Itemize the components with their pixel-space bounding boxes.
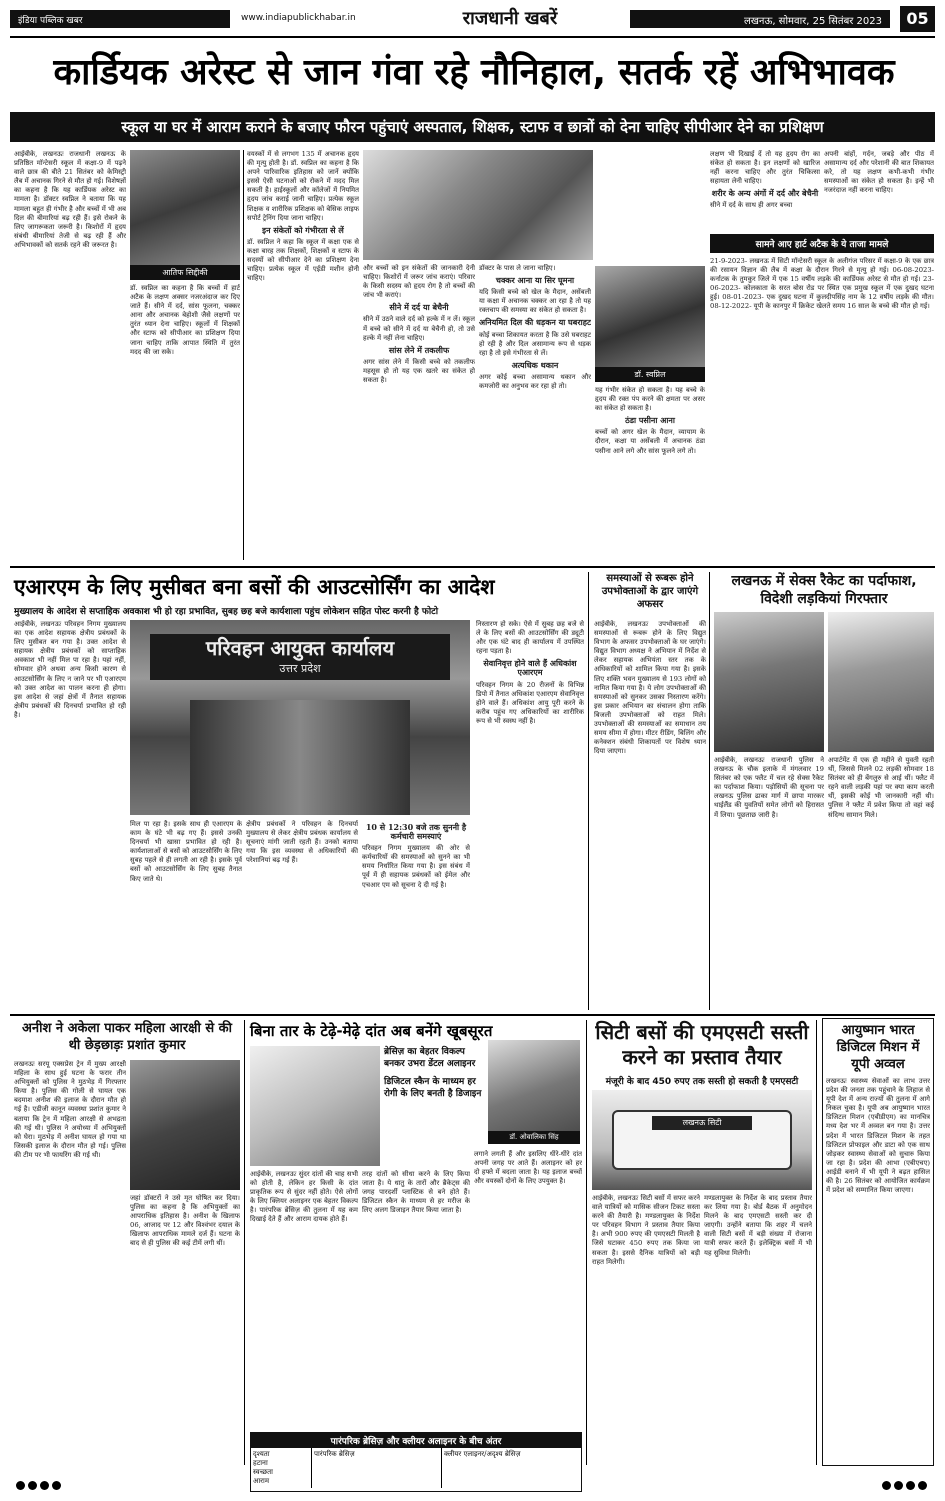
- col4b-text: सीने में उठने वाले दर्द को हल्के में न लें। स्कूल में बच्चे को सीने में दर्द या बेचैनी हो, तो उसे हल्के में नहीं लेना चाहिए।: [363, 315, 475, 342]
- publication-name: इंडिया पब्लिक खबर: [10, 10, 230, 28]
- story2-col1: आईबीके, लखनऊः परिवहन निगम मुख्यालय का एक आदेश सहायक क्षेत्रीय प्रबंधकों के लिए मुसीबत बन गया है। उक्त आदेश से सहायक क्षेत्रीय प्रबंधकों को साप्ताहिक अवकाश भी नहीं मिल पा रहा है। यहां नहीं, सोमवार होने अथवा अन्य किसी कारण से आउटसोर्सिंग के लिए न जाने पर भी एआरएम को उक्त आदेश का पालन करना ही होगा। इस आदेश से जहां क्षेत्रों में तैनात सहायक क्षेत्रीय प्रबंधकों की दिनचर्या प्रभावित हो रही है।: [14, 620, 126, 719]
- story1-col5: [479, 264, 591, 560]
- story2-deck: मुख्यालय के आदेश से सप्ताहिक अवकाश भी हो रहा प्रभावित, सुबह छह बजे कार्यशाला पहुंच लोकेशन सहित पोस्ट करनी है फोटो: [14, 607, 439, 617]
- story4-photo-police: [714, 612, 824, 752]
- table-head: पारंपरिक ब्रेसिज़: [311, 1448, 441, 1488]
- office-sign-sub: उत्तर प्रदेश: [279, 662, 321, 675]
- story6-headline[interactable]: बिना तार के टेढ़े-मेढ़े दांत अब बनेंगे खूबसूरत: [250, 1022, 493, 1040]
- col3b-text: डॉ. स्वप्निल ने कहा कि स्कूल में कक्षा एक से कक्षा बारह तक शिक्षकों, शिक्षकों व स्टाफ के सदस्यों को सीपीआर देने का प्रशिक्षण देना चाहिए। प्रत्येक स्कूल में एईडी मशीन होनी चाहिए।: [247, 237, 359, 283]
- subhead: इन संकेतों को गंभीरता से लें: [262, 224, 344, 235]
- subhead: 10 से 12:30 बजे तक सुननी है कर्मचारी समस्याएं: [365, 822, 467, 842]
- story5-col1: लखनऊः सरयू एक्सप्रेस ट्रेन में मुख्य आरक्षी महिला के साथ हुई घटना के फरार तीन अभियुक्तों को पुलिस ने मुठभेड़ में गिरफ्तार किया है। पुलिस की गोली से घायल एक बदमाश अनीश की इलाज के दौरान मौत हो गई है। एडीजी कानून व्यवस्था प्रशांत कुमार ने बताया कि ट्रेन में महिला आरक्षी से अभद्रता की गई थी। पुलिस ने अयोध्या में अभियुक्तों को घेरा। मुठभेड़ में अनीश घायल हो गया था जिसकी इलाज के दौरान मौत हो गई। पुलिस की टीम पर भी फायरिंग की गई थी।: [14, 1060, 126, 1159]
- story4-photo-women: [828, 612, 934, 752]
- story7-col2: मण्डलायुक्त के निर्देश के बाद प्रस्ताव तैयार कर लिया गया है। बोर्ड बैठक में अनुमोदन मिलने के बाद एमएसटी सस्ती कर दी जाएगी। उन्होंने बताया कि शहर में चलने वाली सिटी बसों में बड़ी संख्या में रोजाना यात्री सफर करते हैं। इलेक्ट्रिक बसों में भी यह सुविधा मिलेगी।: [704, 1194, 812, 1257]
- story2-photo-office: [130, 620, 470, 815]
- story2-headline[interactable]: एआरएम के लिए मुसीबत बना बसों की आउटसोर्सिंग का आदेश: [14, 575, 495, 599]
- story6-photo-aligner: [250, 1046, 380, 1166]
- story4-col1: आईबीके, लखनऊः राजधानी पुलिस ने लखनऊ के चौक इलाके में मंगलवार 19 सितंबर को एक फ्लैट में चल रहे सेक्स रैकेट का पर्दाफाश किया। पड़ोसियों की सूचना पर लखनऊ पुलिस ढाका मार्ग में छापा मारकर थाईलैंड की युवतियों समेत लोगों को हिरासत में लिया। पूछताछ जारी है।: [714, 756, 824, 819]
- story8-body: लखनऊः स्वास्थ्य सेवाओं का लाभ उत्तर प्रदेश की जनता तक पहुंचाने के लिहाज से यूपी देश में अन्य राज्यों की तुलना में आगे निकल चुका है। यूपी अब आयुष्मान भारत डिजिटल मिशन (एबीडीएम) का मानचित्र मध्य देश भर में अव्वल बन गया है। उत्तर प्रदेश में भारत डिजिटल मिशन के तहत डिजिटल प्रोफाइल और डाटा को एक साथ जोड़कर स्वास्थ्य सेवाओं को सुचारु किया जा रहा है। प्रदेश की आभा (एबीएचए) आईडी बनाने में भी यूपी ने बढ़त हासिल की है। 26 सितंबर को आयोजित कार्यक्रम में प्रदेश को सम्मानित किया जाएगा।: [826, 1077, 930, 1195]
- col6-text: यह गंभीर संकेत हो सकता है। यह बच्चे के हृदय की रक्त पंप करने की क्षमता पर असर का संकेत हो सकता है।: [595, 386, 705, 413]
- story1-headline[interactable]: कार्डियक अरेस्ट से जान गंवा रहे नौनिहाल, सतर्क रहें अभिभावक: [53, 52, 895, 93]
- website-url[interactable]: www.indiapublickhabar.in: [241, 13, 356, 23]
- photo-caption: आतिफ सिद्दीकी: [130, 265, 240, 280]
- story5-col2: जहां डॉक्टरों ने उसे मृत घोषित कर दिया। पुलिस का कहना है कि अभियुक्तों का आपराधिक इतिहास है। अनीश के खिलाफ 06, आजाद पर 12 और विश्वंभर दयाल के खिलाफ आपराधिक मामले दर्ज हैं। घटना के बाद से ही पुलिस की कई टीमें लगी थीं।: [130, 1194, 240, 1248]
- story1-col6: [595, 386, 705, 560]
- story1-photo-atif: [130, 150, 240, 280]
- recent-cases-box: [710, 234, 934, 560]
- table-cell: हटाना: [253, 1459, 268, 1467]
- recent-cases-text: 21-9-2023- लखनऊ में सिटी मॉन्टेसरी स्कूल के अलीगंज परिसर में कक्षा-9 के एक छात्र की रसायन विज्ञान की लैब में कक्षा के दौरान गिरने से मृत्यु हो गई। 06-08-2023- कर्नाटक के तुमकुर जिले में एक 15 वर्षीय लड़के की कार्डियक अरेस्ट से मौत हो गई। 23-06-2023- कोलकाता के सरत बोस रोड पर स्थित एक प्रमुख स्कूल में एक दुखद घटना हुई। 08-01-2023- एक दुखद घटना में कुलदीपसिंह नाम के 12 वर्षीय लड़के की मौत। 08-12-2022- यूपी के कानपुर में क्रिकेट खेलते समय 16 साल के बच्चे की मौत हो गई।: [710, 257, 934, 311]
- table-head: क्लीयर एलाइनर/अदृश्य ब्रेसिज़: [441, 1448, 581, 1488]
- col6b-text: बच्चों को अगर खेल के मैदान, व्यायाम के दौरान, कक्षा या असेंबली में अचानक ठंडा पसीना आने लगे और सांस फूलने लगे तो।: [595, 428, 705, 455]
- col4c-text: अगर सांस लेने में किसी बच्चे को तकलीफ महसूस हो तो यह एक खतरे का संकेत हो सकता है।: [363, 357, 475, 385]
- subhead: अनियमित दिल की धड़कन या घबराहट: [479, 317, 591, 328]
- story1-cpr-photo: [363, 150, 593, 260]
- col5-text: यदि किसी बच्चे को खेल के मैदान, असेंबली या कक्षा में अचानक चक्कर आ रहा है तो यह रक्तचाप की समस्या का संकेत हो सकता है।: [479, 288, 591, 315]
- story1-col1: आईबीके, लखनऊः राजधानी लखनऊ के प्रतिष्ठित मॉन्टेसरी स्कूल में कक्षा-9 में पढ़ने वाले छात्र की बीते 21 सितंबर को केमिस्ट्री लैब में अचानक गिरने से मौत हो गई। विशेषज्ञों का कहना है कि यह कार्डियक अरेस्ट का मामला है। डॉक्टर स्वप्निल ने बताया कि यह मामला बहुत ही गंभीर है और बच्चों में भी अब दिल की बीमारियां बढ़ रही हैं। इसे रोकने के लिए जागरूकता जरूरी है। किशोरों में हृदय संबंधी बीमारियां तेजी से बढ़ रही हैं और अभिभावकों को सतर्क रहने की जरूरत है।: [14, 150, 126, 249]
- story6-bullets: [384, 1046, 484, 1166]
- col4-text: और बच्चों को इन संकेतों की जानकारी देनी चाहिए। किशोरों में जरूर जांच कराएं। परिवार के किसी सदस्य को हृदय रोग है तो बच्चों की जांच भी कराएं।: [363, 264, 475, 300]
- table-cell: स्वच्छता: [253, 1468, 273, 1476]
- table-cell: आराम: [253, 1477, 270, 1485]
- story8-headline[interactable]: आयुष्मान भारत डिजिटल मिशन में यूपी अव्वल: [836, 1023, 920, 1072]
- bullet-item: ब्रेसिज़ का बेहतर विकल्प बनकर उभरा डेंटल अलाइनर: [384, 1047, 476, 1069]
- story1-photo-swapnil: [595, 266, 705, 382]
- story2-col4: [362, 820, 470, 1010]
- story1-col2: डॉ. स्वप्निल का कहना है कि बच्चों में हार्ट अटैक के लक्षण अक्सर नजरअंदाज कर दिए जाते हैं। सीने में दर्द, सांस फूलना, चक्कर आना और अचानक बेहोशी जैसे लक्षणों पर तुरंत ध्यान देना चाहिए। स्कूलों में शिक्षकों और स्टाफ को सीपीआर का प्रशिक्षण दिया जाना चाहिए ताकि आपात स्थिति में तुरंत मदद की जा सके।: [130, 284, 240, 356]
- story6-col3: लगाने लगती हैं और इसलिए धीरे-धीरे दांत अपनी जगह पर आते हैं। अलाइनर को हर दो हफ्ते में बदला जाता है। यह इलाज बच्चों और वयस्कों दोनों के लिए उपयुक्त है।: [474, 1150, 582, 1186]
- story7-col1: आईबीके, लखनऊः सिटी बसों में सफर करने वाले यात्रियों को मासिक सीजन टिकट सस्ता करने की तैयारी है। मण्डलायुक्त के निर्देश पर परिवहन विभाग ने प्रस्ताव तैयार किया है। अभी 900 रुपए की एमएसटी मिलती है जिसे घटाकर 450 रुपए तक किया जा सकता है। इससे दैनिक यात्रियों को बड़ी राहत मिलेगी।: [592, 1194, 700, 1266]
- story1-deck: स्कूल या घर में आराम कराने के बजाए फौरन पहुंचाएं अस्पताल, शिक्षक, स्टाफ व छात्रों को देना चाहिए सीपीआर देने का प्रशिक्षण: [10, 112, 935, 142]
- story6-comparison-table: [250, 1432, 582, 1492]
- story1-col8: अपनी बांहों, गर्दन, जबड़े और पीठ में असामान्य दर्द और परेशानी की बात शिकायत करे, तो यह लक्षण कभी-कभी गंभीर समस्याओं का संकेत हो सकता है। इन्हें भी नजरंदाज नहीं करना चाहिए।: [824, 150, 934, 195]
- col7-text: लक्षण भी दिखाई दें तो यह हृदय रोग का संकेत हो सकता है। इन लक्षणों को खारिज नहीं करना चाहिए और तुरंत चिकित्सा सहायता लेनी चाहिए।: [710, 150, 820, 186]
- story6-col1: आईबीके, लखनऊः सुंदर दांतों की चाह सभी को होती है, लेकिन हर किसी के दांत प्राकृतिक रूप से सुंदर नहीं होते। ऐसे लोगों के लिए क्लियर अलाइनर एक बेहतर विकल्प है। पारंपरिक ब्रेसिज़ की तुलना में यह कम दिखाई देते हैं और आराम दायक होते हैं।: [250, 1170, 358, 1224]
- story6-col2: तरह दांतों को सीधा करने के लिए किया जाता है। ये धातु के तारों और ब्रैकेट्स की जगह पारदर्शी प्लास्टिक से बने होते हैं। डिजिटल स्कैन के माध्यम से हर मरीज के लिए अलग डिजाइन तैयार किया जाता है।: [362, 1170, 470, 1215]
- recent-cases-title: सामने आए हार्ट अटैक के ये ताजा मामले: [710, 234, 934, 253]
- bus-route-board: लखनऊ सिटी: [652, 1116, 752, 1130]
- photo-caption: डॉ. स्वप्निल: [595, 367, 705, 382]
- story1-col3: [247, 150, 359, 560]
- story7-photo-bus: [592, 1090, 812, 1190]
- story2-col2: मिल पा रहा है। इसके साथ ही एआरएम के काम के घंटे भी बढ़ गए हैं। इससे उनकी दिनचर्या भी खासा प्रभावित हो रही है। कार्यशालाओं से बसों को आउटसोर्सिंग के लिए सुबह पहले से ही लगती आ रही है। इसके पूर्व बसों को आउटसोर्सिंग के लिए सुबह तैनात किए जाते थे।: [130, 820, 242, 883]
- footer-registration-marks-left: [16, 1475, 64, 1494]
- subhead: सेवानिवृत्त होने वाले हैं अधिकांश एआरएम: [483, 658, 577, 678]
- photo-caption: डॉ. ओवालिका सिंह: [488, 1131, 580, 1144]
- col5-text: निस्तारण हो सके। ऐसे में सुबह छह बजे से ले के लिए बसों की आउटसोर्सिंग की ड्यूटी और एक घंटे बाद ही कार्यालय में उपस्थित रहना पड़ता है।: [476, 620, 584, 656]
- page-number: 05: [900, 6, 935, 32]
- story3-body: आईबीके, लखनऊः उपभोक्ताओं की समस्याओं से रूबरू होने के लिए विद्युत विभाग के अफसर उपभोक्ताओं के घर जाएंगे। विद्युत विभाग अध्यक्ष ने अभियान में निर्देश से लेकर सहायक अभियंता स्तर तक के अधिकारियों को शामिल किया गया है। इसके लिए शक्ति भवन मुख्यालय से 193 लोगों को नामित किया गया है। ये लोग उपभोक्ताओं की समस्याओं को सुनकर उसका निस्तारण करेंगे। इस प्रकार अभियान का संचालन होगा ताकि बिजली उपभोक्ताओं को राहत मिले। उपभोक्ताओं की समस्याओं का समाधान तय समय सीमा में होगा। मीटर रीडिंग, बिलिंग और कनेक्शन संबंधी शिकायतों पर विशेष ध्यान दिया जाएगा।: [594, 620, 706, 756]
- story2-col3: क्षेत्रीय प्रबंधकों ने परिवहन के दिनचर्या मुख्यालय से लेकर क्षेत्रीय प्रबंधक कार्यालय से सूचनाएं मांगी जाती रहती हैं। उनको बताया गया कि इस व्यवस्था से अधिकारियों की परेशानियां बढ़ गई हैं।: [246, 820, 358, 865]
- story1-col7: [710, 150, 820, 230]
- story4-col2: अपार्टमेंट में एक ही महीने से युवती रहती थीं, जिससे मिलने 02 लड़की सोमवार 18 सितंबर को ही बेंगलुरु से आई थीं। फ्लैट में रहने वाली लड़की यहां पर क्या काम करती थीं, इसकी कोई भी जानकारी नहीं थी। पुलिस ने फ्लैट में प्रवेश किया तो वहां कई संदिग्ध सामान मिले।: [828, 756, 934, 819]
- subhead: अत्यधिक थकान: [511, 359, 559, 370]
- col5b-text: परिवहन निगम के 20 रीजनों के विभिन्न डिपो में तैनात अधिकांश एआरएम सेवानिवृत्त होने वाले हैं। अधिकांश आयु पूरी करने के करीब पहुंच गए अधिकारियों का शारीरिक रूप से भी स्वस्थ नहीं है।: [476, 680, 584, 725]
- story5-photo-adg: [130, 1060, 240, 1190]
- masthead: [10, 6, 935, 44]
- story4-headline[interactable]: लखनऊ में सेक्स रैकेट का पर्दाफाश, विदेशी लड़कियां गिरफ्तार: [731, 573, 917, 607]
- footer-registration-marks-right: [882, 1475, 930, 1494]
- col5b-text: कोई बच्चा शिकायत करता है कि उसे घबराहट हो रही है और दिल असामान्य रूप से धड़क रहा है तो इसे गंभीरता से लें।: [479, 330, 591, 357]
- dateline: लखनऊ, सोमवार, 25 सितंबर 2023: [630, 10, 890, 28]
- col5c-text: अगर कोई बच्चा असामान्य थकान और कमजोरी का अनुभव कर रहा हो तो।: [479, 372, 591, 391]
- col7b-text: सीने में दर्द के साथ ही अगर बच्चा: [710, 201, 793, 210]
- col3-text: वयस्कों में से लगभग 135 में अचानक हृदय की मृत्यु होती है। डॉ. स्वप्निल का कहना है कि अपने पारिवारिक इतिहास को जानें क्योंकि इससे ऐसी घटनाओं को रोकने में मदद मिल सकती है। हाईस्कूलों और कॉलेजों में नियमित हृदय जांच कराई जानी चाहिए। प्रत्येक स्कूल शिक्षक व शारीरिक प्रशिक्षक को बेसिक लाइफ सपोर्ट ट्रेनिंग दिया जाना चाहिए।: [247, 150, 359, 222]
- story7-headline[interactable]: सिटी बसों की एमएसटी सस्ती करने का प्रस्ताव तैयार: [595, 1020, 809, 1069]
- subhead: सांस लेने में तकलीफ: [388, 344, 450, 355]
- subhead: सीने में दर्द या बेचैनी: [389, 302, 449, 313]
- story7-deck: मंजूरी के बाद 450 रुपए तक सस्ती हो सकती है एमएसटी: [605, 1077, 799, 1087]
- col4-text: परिवहन निगम मुख्यालय की ओर से कर्मचारियों की समस्याओं को सुनने का भी समय निर्धारित किया गया है। इस संबंध में पूर्व में ही सहायक प्रबंधकों को ईमेल और एचआर एम को सूचना दे दी गई है।: [362, 844, 470, 889]
- story1-col4: [363, 264, 475, 560]
- office-sign: परिवहन आयुक्त कार्यालय: [205, 636, 395, 660]
- table-title: पारंपरिक ब्रेसिज़ और क्लीयर अलाइनर के बीच अंतर: [251, 1433, 581, 1448]
- story2-col5: [476, 620, 584, 1010]
- story3-headline[interactable]: समस्याओं से रूबरू होने उपभोक्ताओं के द्वार जाएंगे अफसर: [601, 573, 699, 610]
- story5-headline[interactable]: अनीश ने अकेला पाकर महिला आरक्षी से की थी छेड़छाड़ः प्रशांत कुमार: [21, 1021, 233, 1053]
- section-title: राजधानी खबरें: [462, 8, 558, 29]
- story6-photo-doctor: [488, 1040, 580, 1144]
- bullet-item: डिजिटल स्कैन के माध्यम हर रोगी के लिए बनती है डिजाइन: [384, 1077, 482, 1099]
- subhead: ठंडा पसीना आना: [625, 415, 675, 426]
- story8-box: [822, 1018, 934, 1466]
- subhead: शरीर के अन्य अंगों में दर्द और बेचैनी: [711, 188, 819, 199]
- subhead: चक्कर आना या सिर घूमना: [495, 275, 575, 286]
- col5a-text: डॉक्टर के पास ले जाना चाहिए।: [479, 264, 556, 272]
- table-head: दृश्यता: [253, 1450, 270, 1458]
